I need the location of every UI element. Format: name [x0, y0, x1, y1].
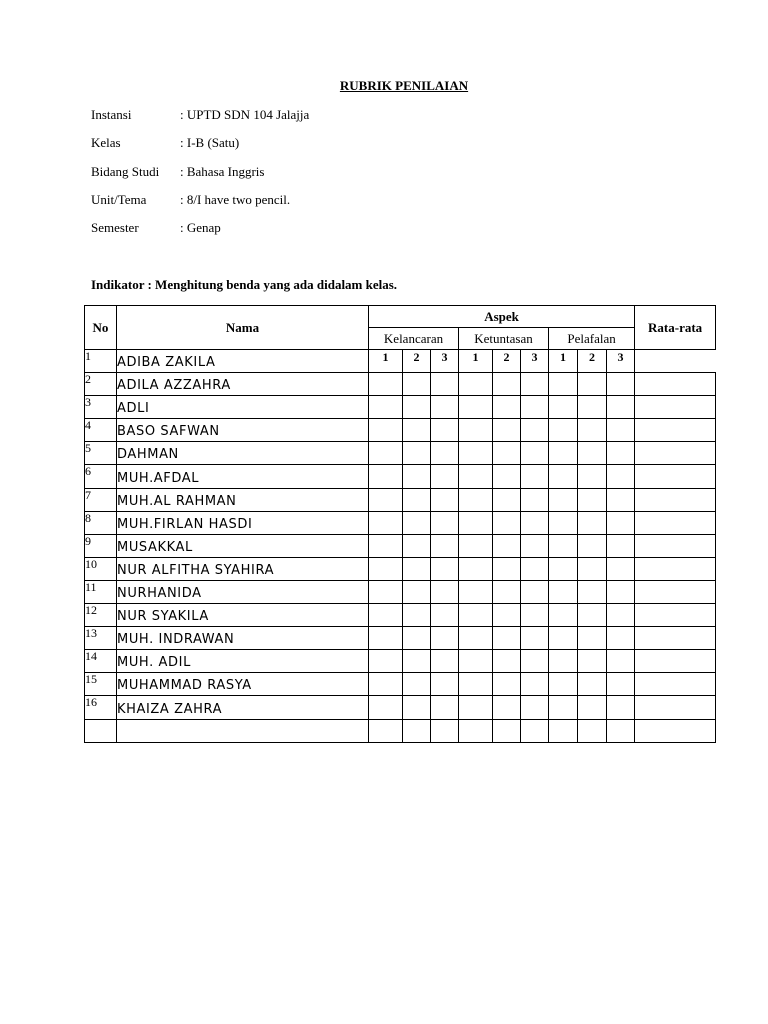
student-name: MUH. ADIL — [117, 650, 369, 673]
rata-rata-cell — [635, 396, 716, 419]
score-cell — [459, 442, 493, 465]
score-cell — [549, 373, 578, 396]
score-cell — [493, 604, 521, 627]
score-cell — [521, 580, 549, 603]
score-cell — [369, 557, 403, 580]
score-cell — [431, 373, 459, 396]
rata-rata-cell — [635, 534, 716, 557]
score-cell — [578, 673, 607, 696]
score-cell: 3 — [431, 350, 459, 373]
score-cell — [369, 419, 403, 442]
row-number: 6 — [85, 465, 117, 488]
header-kelancaran: Kelancaran — [369, 328, 459, 350]
rubric-table — [84, 305, 716, 743]
rata-rata-cell — [635, 442, 716, 465]
score-cell — [459, 373, 493, 396]
score-cell — [578, 373, 607, 396]
score-cell — [369, 442, 403, 465]
score-cell — [403, 673, 431, 696]
score-cell — [549, 419, 578, 442]
score-cell — [607, 442, 635, 465]
score-cell — [578, 650, 607, 673]
score-cell — [403, 534, 431, 557]
score-cell — [459, 650, 493, 673]
score-cell — [521, 373, 549, 396]
score-cell — [431, 604, 459, 627]
score-cell — [459, 580, 493, 603]
score-cell — [369, 511, 403, 534]
score-cell — [549, 580, 578, 603]
row-number: 9 — [85, 534, 117, 557]
score-cell — [521, 534, 549, 557]
score-cell: 3 — [521, 350, 549, 373]
score-cell — [549, 488, 578, 511]
score-cell — [459, 511, 493, 534]
score-cell — [369, 696, 403, 719]
student-name: NURHANIDA — [117, 580, 369, 603]
score-cell — [549, 442, 578, 465]
score-cell — [578, 534, 607, 557]
score-cell — [431, 396, 459, 419]
score-cell — [431, 419, 459, 442]
rata-rata-cell — [635, 604, 716, 627]
score-cell — [607, 511, 635, 534]
score-cell: 2 — [493, 350, 521, 373]
score-cell — [459, 488, 493, 511]
row-number: 10 — [85, 557, 117, 580]
rata-rata-cell — [635, 627, 716, 650]
rata-rata-cell — [635, 696, 716, 719]
info-label: Semester — [91, 220, 139, 236]
score-cell: 1 — [549, 350, 578, 373]
rata-rata-cell — [635, 580, 716, 603]
table-row — [85, 465, 716, 488]
score-cell — [431, 580, 459, 603]
score-cell — [578, 696, 607, 719]
score-cell — [459, 673, 493, 696]
score-cell — [607, 650, 635, 673]
header-nama: Nama — [117, 306, 369, 350]
score-cell — [549, 511, 578, 534]
score-cell — [493, 488, 521, 511]
info-label: Bidang Studi — [91, 163, 160, 179]
info-value: : Bahasa Inggris — [180, 163, 265, 179]
score-cell — [403, 580, 431, 603]
score-cell — [369, 465, 403, 488]
info-value: : I-B (Satu) — [180, 135, 240, 151]
score-cell — [607, 488, 635, 511]
table-row — [85, 604, 716, 627]
score-cell: 2 — [578, 350, 607, 373]
score-cell — [459, 696, 493, 719]
row-number: 4 — [85, 419, 117, 442]
student-name: MUHAMMAD RASYA — [117, 673, 369, 696]
student-name: NUR SYAKILA — [117, 604, 369, 627]
score-cell — [607, 627, 635, 650]
score-cell — [521, 419, 549, 442]
table-row — [85, 488, 716, 511]
rata-rata-cell — [635, 373, 716, 396]
table-row — [85, 650, 716, 673]
score-cell: 1 — [369, 350, 403, 373]
table-row — [85, 719, 716, 742]
rata-rata-cell — [635, 488, 716, 511]
score-cell — [549, 557, 578, 580]
info-value: : UPTD SDN 104 Jalajja — [180, 107, 310, 122]
score-cell — [403, 396, 431, 419]
score-cell — [521, 604, 549, 627]
row-number: 7 — [85, 488, 117, 511]
row-number — [85, 719, 117, 742]
score-cell — [607, 604, 635, 627]
score-cell — [521, 627, 549, 650]
student-name: MUH.FIRLAN HASDI — [117, 511, 369, 534]
score-cell — [521, 511, 549, 534]
score-cell — [578, 580, 607, 603]
row-number: 5 — [85, 442, 117, 465]
score-cell — [549, 673, 578, 696]
score-cell — [369, 719, 403, 742]
rata-rata-cell — [635, 673, 716, 696]
rata-rata-cell — [635, 511, 716, 534]
score-cell — [578, 627, 607, 650]
student-name: MUH. INDRAWAN — [117, 627, 369, 650]
rata-rata-cell — [635, 650, 716, 673]
student-name: BASO SAFWAN — [117, 419, 369, 442]
table-row — [85, 350, 716, 373]
score-cell — [493, 442, 521, 465]
score-cell — [493, 719, 521, 742]
score-cell — [607, 719, 635, 742]
score-cell — [403, 442, 431, 465]
row-number: 14 — [85, 650, 117, 673]
score-cell — [403, 373, 431, 396]
score-cell — [607, 419, 635, 442]
row-number: 8 — [85, 511, 117, 534]
score-cell — [431, 673, 459, 696]
info-row-unit-tema — [91, 191, 309, 219]
score-cell — [403, 488, 431, 511]
info-row-semester — [91, 219, 309, 247]
score-cell — [403, 511, 431, 534]
score-cell — [459, 419, 493, 442]
score-cell — [369, 580, 403, 603]
info-label: Unit/Tema — [91, 191, 147, 207]
score-cell — [578, 442, 607, 465]
table-row — [85, 373, 716, 396]
score-cell — [521, 396, 549, 419]
student-name: ADILA AZZAHRA — [117, 373, 369, 396]
score-cell — [578, 396, 607, 419]
score-cell — [493, 511, 521, 534]
score-cell — [521, 650, 549, 673]
info-block — [91, 106, 309, 247]
header-ketuntasan: Ketuntasan — [459, 328, 549, 350]
score-cell — [431, 627, 459, 650]
score-cell — [549, 396, 578, 419]
score-cell — [431, 442, 459, 465]
score-cell — [521, 719, 549, 742]
score-cell — [549, 627, 578, 650]
header-pelafalan: Pelafalan — [549, 328, 635, 350]
student-name: MUH.AFDAL — [117, 465, 369, 488]
score-cell — [549, 534, 578, 557]
rata-rata-cell — [635, 557, 716, 580]
score-cell — [578, 511, 607, 534]
score-cell — [549, 650, 578, 673]
header-no: No — [85, 306, 117, 350]
score-cell — [403, 557, 431, 580]
score-cell — [369, 373, 403, 396]
score-cell — [521, 696, 549, 719]
score-cell — [493, 627, 521, 650]
score-cell — [607, 396, 635, 419]
score-cell — [493, 580, 521, 603]
score-cell — [521, 465, 549, 488]
score-cell — [369, 534, 403, 557]
indikator-text: Indikator : Menghitung benda yang ada didalam kelas. — [91, 277, 398, 292]
score-cell — [607, 373, 635, 396]
score-cell — [578, 419, 607, 442]
score-cell — [403, 419, 431, 442]
score-cell — [403, 604, 431, 627]
score-cell — [493, 373, 521, 396]
table-row — [85, 557, 716, 580]
info-row-kelas — [91, 134, 309, 162]
score-cell — [431, 557, 459, 580]
header-aspek: Aspek — [369, 306, 635, 328]
score-cell — [607, 673, 635, 696]
row-number: 13 — [85, 627, 117, 650]
row-number: 11 — [85, 580, 117, 603]
score-cell — [521, 557, 549, 580]
score-cell — [607, 534, 635, 557]
score-cell — [459, 557, 493, 580]
score-cell — [607, 465, 635, 488]
score-cell — [493, 673, 521, 696]
score-cell — [493, 696, 521, 719]
score-cell — [431, 465, 459, 488]
score-cell — [369, 604, 403, 627]
page-title: RUBRIK PENILAIAN — [339, 78, 469, 93]
score-cell — [578, 719, 607, 742]
table-row — [85, 534, 716, 557]
score-cell — [521, 442, 549, 465]
score-cell — [459, 534, 493, 557]
score-cell — [459, 465, 493, 488]
score-cell — [607, 580, 635, 603]
score-cell — [369, 650, 403, 673]
info-row-instansi — [91, 106, 309, 134]
info-row-bidang-studi — [91, 163, 309, 191]
score-cell — [431, 511, 459, 534]
score-cell — [578, 604, 607, 627]
student-name: ADLI — [117, 396, 369, 419]
rata-rata-cell — [635, 465, 716, 488]
student-name: DAHMAN — [117, 442, 369, 465]
score-cell — [607, 557, 635, 580]
score-cell — [431, 719, 459, 742]
info-label: Instansi — [91, 107, 132, 122]
score-cell — [459, 604, 493, 627]
student-name: ADIBA ZAKILA — [117, 350, 369, 373]
table-row — [85, 696, 716, 719]
rata-rata-cell — [635, 419, 716, 442]
score-cell — [369, 488, 403, 511]
score-cell — [493, 396, 521, 419]
score-cell — [459, 396, 493, 419]
score-cell: 3 — [607, 350, 635, 373]
score-cell — [369, 396, 403, 419]
score-cell — [549, 604, 578, 627]
rata-rata-cell — [635, 719, 716, 742]
table-row — [85, 627, 716, 650]
row-number: 2 — [85, 373, 117, 396]
row-number: 1 — [85, 350, 117, 373]
student-name: MUSAKKAL — [117, 534, 369, 557]
score-cell — [549, 696, 578, 719]
row-number: 12 — [85, 604, 117, 627]
student-name — [117, 719, 369, 742]
row-number: 16 — [85, 696, 117, 719]
score-cell — [403, 627, 431, 650]
row-number: 15 — [85, 673, 117, 696]
row-number: 3 — [85, 396, 117, 419]
score-cell — [403, 719, 431, 742]
table-row — [85, 511, 716, 534]
score-cell — [369, 673, 403, 696]
score-cell — [521, 673, 549, 696]
score-cell: 1 — [459, 350, 493, 373]
student-name: KHAIZA ZAHRA — [117, 696, 369, 719]
score-cell — [431, 534, 459, 557]
score-cell — [493, 557, 521, 580]
score-cell — [403, 465, 431, 488]
score-cell — [493, 650, 521, 673]
info-label: Kelas — [91, 135, 121, 151]
score-cell — [403, 696, 431, 719]
score-cell — [369, 627, 403, 650]
table-row — [85, 580, 716, 603]
score-cell — [431, 696, 459, 719]
score-cell — [403, 650, 431, 673]
student-name: NUR ALFITHA SYAHIRA — [117, 557, 369, 580]
score-cell: 2 — [403, 350, 431, 373]
table-row — [85, 442, 716, 465]
score-cell — [493, 465, 521, 488]
info-value: : Genap — [180, 220, 221, 236]
score-cell — [578, 465, 607, 488]
score-cell — [493, 419, 521, 442]
info-value: : 8/I have two pencil. — [180, 191, 291, 207]
score-cell — [607, 696, 635, 719]
student-name: MUH.AL RAHMAN — [117, 488, 369, 511]
table-row — [85, 419, 716, 442]
score-cell — [431, 650, 459, 673]
score-cell — [459, 719, 493, 742]
header-rata-rata: Rata-rata — [635, 306, 716, 350]
score-cell — [578, 557, 607, 580]
score-cell — [578, 488, 607, 511]
score-cell — [549, 465, 578, 488]
score-cell — [493, 534, 521, 557]
table-row — [85, 396, 716, 419]
score-cell — [549, 719, 578, 742]
score-cell — [431, 488, 459, 511]
score-cell — [521, 488, 549, 511]
table-row — [85, 673, 716, 696]
score-cell — [459, 627, 493, 650]
